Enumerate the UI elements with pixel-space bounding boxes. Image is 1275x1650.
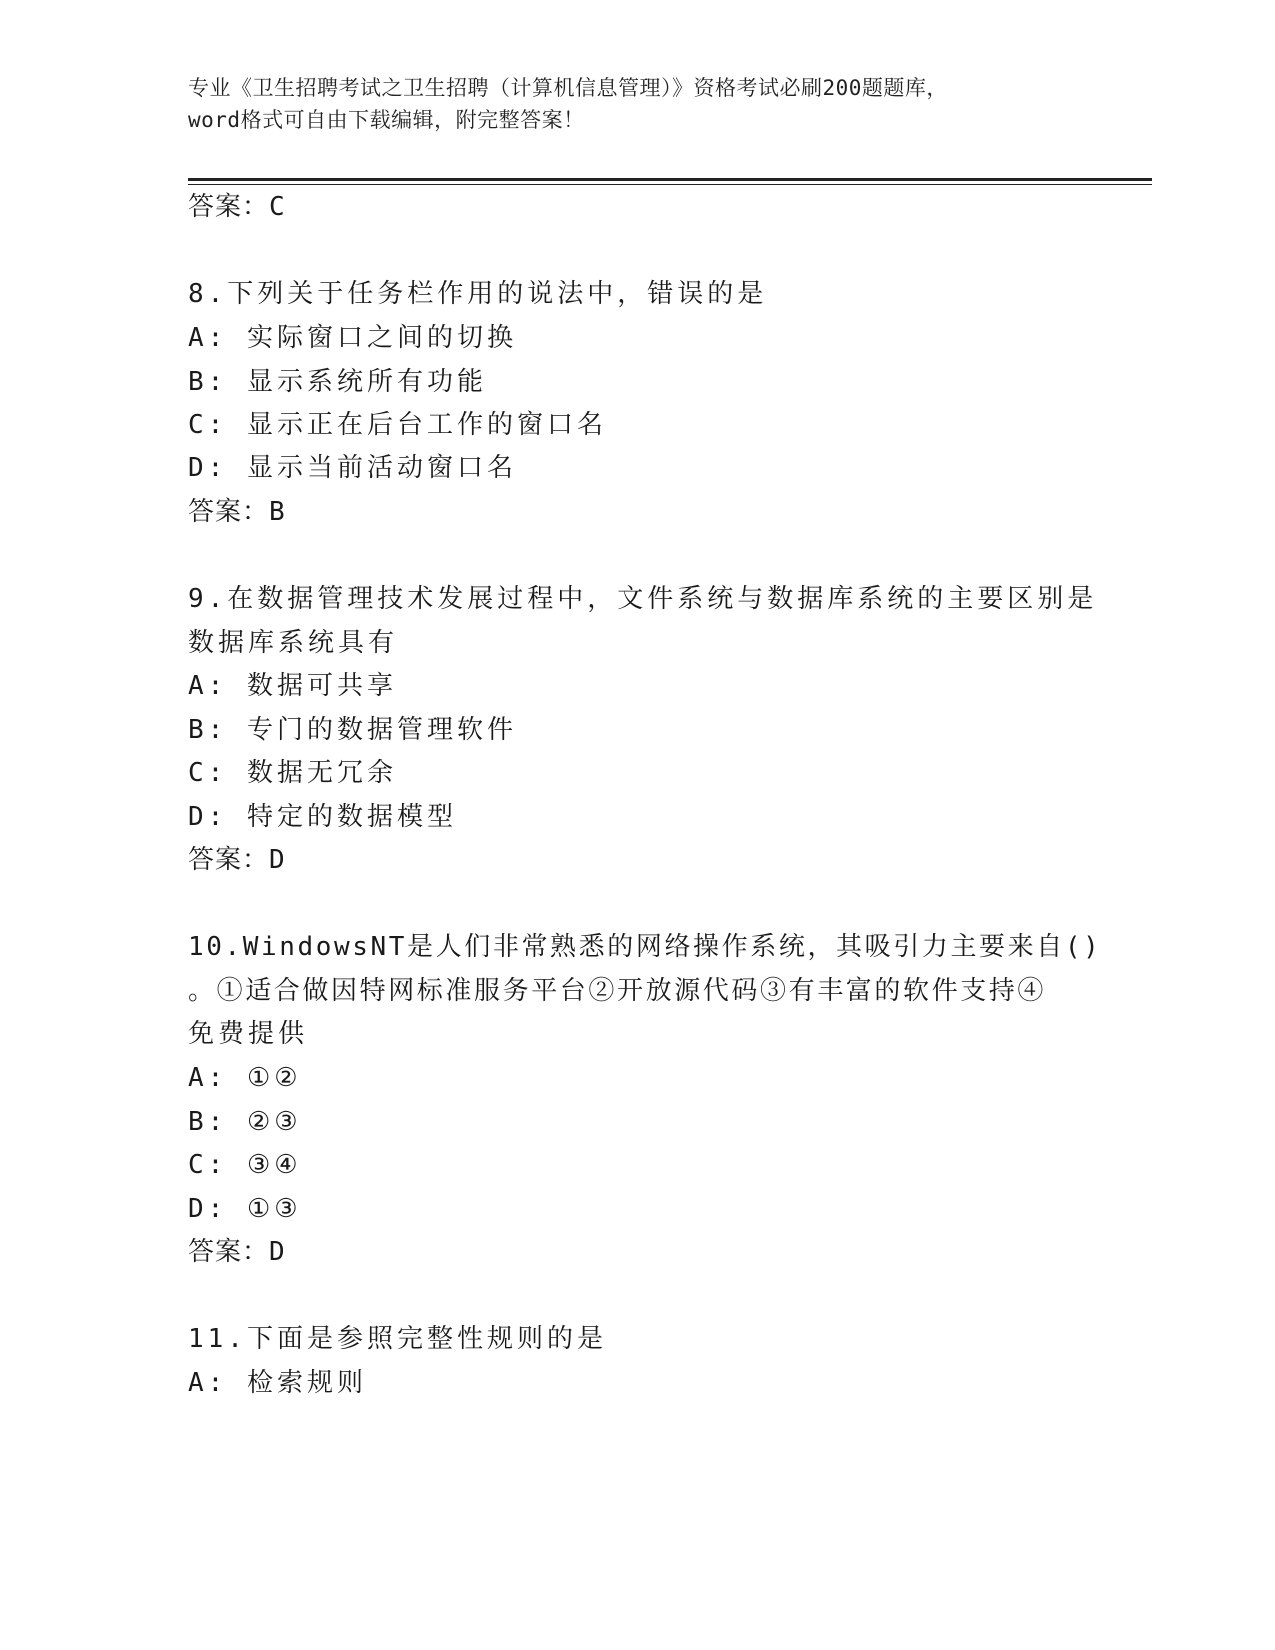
question-10-answer <box>188 1235 286 1269</box>
header-line-1: 专业《卫生招聘考试之卫生招聘（计算机信息管理）》资格考试必刷200题题库， <box>188 76 948 100</box>
answer-value: D <box>269 845 286 875</box>
question-10-stem-line-2: 。①适合做因特网标准服务平台②开放源代码③有丰富的软件支持④ <box>188 976 1047 1006</box>
question-9-stem-line-2: 数据库系统具有 <box>188 628 399 658</box>
question-11-stem: 11.下面是参照完整性规则的是 <box>188 1324 607 1354</box>
question-9-option-d: D: 特定的数据模型 <box>188 802 457 832</box>
answer-value: D <box>269 1237 286 1267</box>
question-8-option-c: C: 显示正在后台工作的窗口名 <box>188 410 607 440</box>
question-8-option-b: B: 显示系统所有功能 <box>188 367 487 397</box>
question-10-stem-line-3: 免费提供 <box>188 1019 309 1049</box>
header-divider-thin <box>188 184 1152 185</box>
question-10-option-c: C: ③④ <box>188 1150 302 1180</box>
answer-value: B <box>269 497 286 527</box>
header-divider-thick <box>188 178 1152 181</box>
question-9-option-c: C: 数据无冗余 <box>188 758 397 788</box>
answer-label: 答案： <box>188 845 270 875</box>
answer-value: C <box>269 192 286 222</box>
answer-label: 答案： <box>188 497 270 527</box>
question-10-option-a: A: ①② <box>188 1063 302 1093</box>
question-8-option-d: D: 显示当前活动窗口名 <box>188 453 517 483</box>
question-9-option-b: B: 专门的数据管理软件 <box>188 715 517 745</box>
header-line-2: word格式可自由下载编辑，附完整答案！ <box>188 108 585 132</box>
question-8-stem: 8.下列关于任务栏作用的说法中，错误的是 <box>188 279 768 309</box>
question-9-answer <box>188 843 286 877</box>
question-10-option-b: B: ②③ <box>188 1107 302 1137</box>
answer-prev <box>188 190 286 224</box>
document-header <box>188 72 1088 136</box>
question-10-stem-line-1: 10.WindowsNT是人们非常熟悉的网络操作系统，其吸引力主要来自() <box>188 932 1102 962</box>
answer-label: 答案： <box>188 1237 270 1267</box>
question-9-option-a: A: 数据可共享 <box>188 671 397 701</box>
question-10-option-d: D: ①③ <box>188 1194 302 1224</box>
question-9-stem-line-1: 9.在数据管理技术发展过程中，文件系统与数据库系统的主要区别是 <box>188 584 1098 614</box>
answer-label: 答案： <box>188 192 270 222</box>
question-8-answer <box>188 495 286 529</box>
question-8-option-a: A: 实际窗口之间的切换 <box>188 323 517 353</box>
question-11-option-a: A: 检索规则 <box>188 1368 367 1398</box>
